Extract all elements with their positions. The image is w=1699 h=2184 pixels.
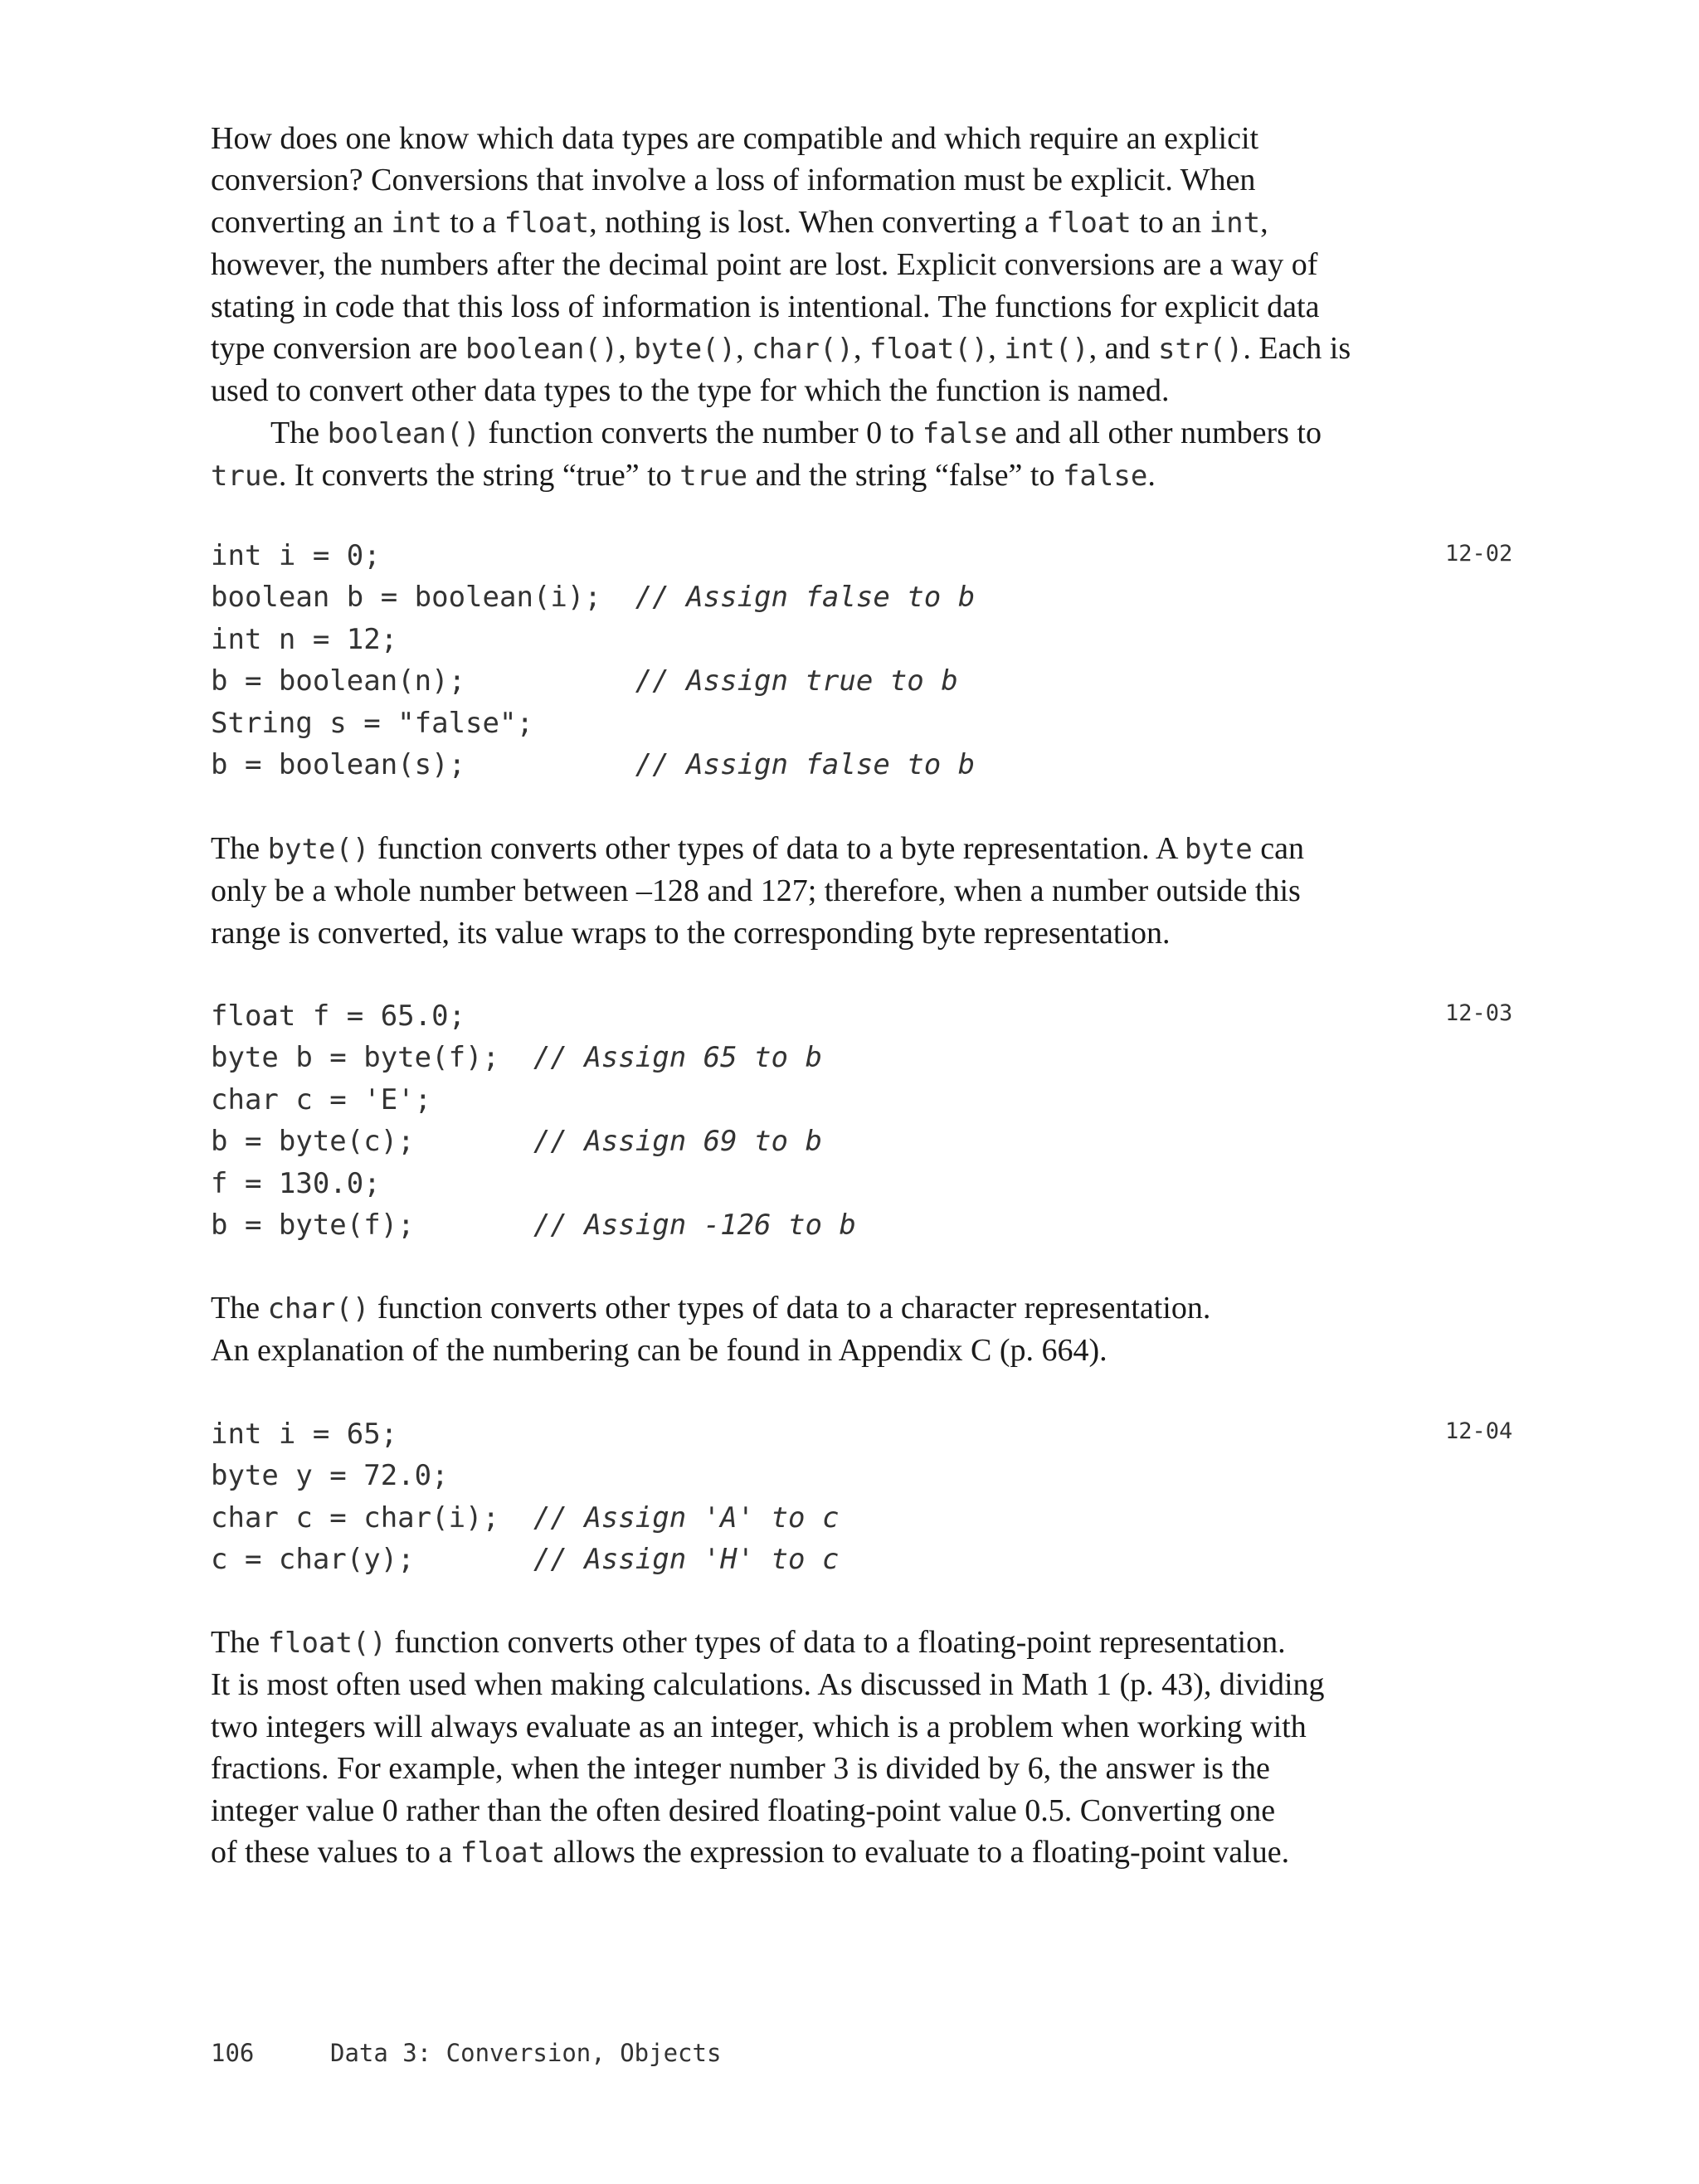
text-line: however, the numbers after the decimal point are lost. Explicit conversions are a way of <box>211 247 1318 283</box>
example-number: 12-02 <box>1445 541 1513 567</box>
code-comment: // Assign false to b <box>635 747 976 781</box>
code-line: int i = 65; <box>211 1418 398 1451</box>
text-line: range is converted, its value wraps to the corresponding byte representation. <box>211 915 1171 951</box>
inline-code: true <box>211 460 279 494</box>
example-number: 12-03 <box>1445 1000 1513 1026</box>
inline-code: float() <box>869 333 989 367</box>
inline-code: byte() <box>267 833 370 866</box>
inline-code: int <box>391 206 442 240</box>
code-comment: // Assign -126 to b <box>533 1208 856 1242</box>
code-comment: // Assign 69 to b <box>533 1125 822 1159</box>
inline-code: int <box>1209 206 1261 240</box>
inline-code: byte() <box>634 333 737 367</box>
code-line: char c = 'E'; <box>211 1082 432 1116</box>
text-line: fractions. For example, when the integer number 3 is divided by 6, the answer is the <box>211 1751 1270 1787</box>
code-example-12-03 <box>211 995 856 1246</box>
byte-paragraph <box>211 828 1422 954</box>
code-line: byte b = byte(f); // Assign 65 to b <box>211 1041 822 1075</box>
text-line: used to convert other data types to the type for which the function is named. <box>211 373 1170 409</box>
code-line: b = byte(c); // Assign 69 to b <box>211 1125 822 1159</box>
inline-code: float <box>1046 206 1132 240</box>
char-paragraph <box>211 1287 1422 1372</box>
inline-code: float() <box>267 1627 387 1660</box>
code-line: float f = 65.0; <box>211 1000 466 1033</box>
inline-code: boolean() <box>327 416 480 450</box>
code-example-12-02 <box>211 535 975 786</box>
text-line: two integers will always evaluate as an integer, which is a problem when working with <box>211 1709 1307 1744</box>
intro-paragraphs <box>211 118 1422 498</box>
text-line: An explanation of the numbering can be found in Appendix C (p. 664). <box>211 1333 1108 1369</box>
float-paragraph <box>211 1622 1422 1874</box>
inline-code: str() <box>1157 333 1244 367</box>
code-line: b = boolean(n); // Assign true to b <box>211 664 958 698</box>
inline-code: char() <box>752 333 854 367</box>
code-line: b = boolean(s); // Assign false to b <box>211 747 976 781</box>
text-line: The boolean() function converts the number 0 to false and all other numbers to <box>270 415 1322 450</box>
code-comment: // Assign false to b <box>635 581 976 615</box>
inline-code: char() <box>267 1292 370 1325</box>
code-comment: // Assign 'A' to c <box>533 1501 840 1535</box>
text-line: conversion? Conversions that involve a loss of information must be explicit. When <box>211 163 1256 198</box>
code-line: char c = char(i); // Assign 'A' to c <box>211 1501 840 1535</box>
text-line: converting an int to a float, nothing is lost. When converting a float to an int, <box>211 204 1268 240</box>
code-line: c = char(y); // Assign 'H' to c <box>211 1543 840 1577</box>
code-comment: // Assign true to b <box>635 664 958 698</box>
inline-code: true <box>679 460 748 494</box>
example-number: 12-04 <box>1445 1418 1513 1444</box>
text-line: How does one know which data types are compatible and which require an explicit <box>211 121 1259 156</box>
inline-code: false <box>1062 460 1148 494</box>
chapter-title: Data 3: Conversion, Objects <box>330 2039 722 2067</box>
text-line: only be a whole number between –128 and 127; therefore, when a number outside this <box>211 873 1301 909</box>
text-line: type conversion are boolean(), byte(), char(), float(), int(), and str(). Each is <box>211 331 1351 367</box>
inline-code: boolean() <box>465 333 619 367</box>
inline-code: byte <box>1184 833 1253 866</box>
code-line: int n = 12; <box>211 622 398 656</box>
code-line: b = byte(f); // Assign -126 to b <box>211 1208 856 1242</box>
inline-code: float <box>460 1836 546 1870</box>
code-example-12-04 <box>211 1413 839 1581</box>
text-line: The float() function converts other types of data to a floating-point representation. <box>211 1625 1286 1660</box>
code-comment: // Assign 'H' to c <box>533 1543 840 1577</box>
code-line: int i = 0; <box>211 539 381 572</box>
text-line: It is most often used when making calculations. As discussed in Math 1 (p. 43), dividing <box>211 1667 1325 1703</box>
text-line: integer value 0 rather than the often desired floating-point value 0.5. Converting one <box>211 1792 1276 1828</box>
text-line: of these values to a float allows the expression to evaluate to a floating-point value. <box>211 1835 1290 1870</box>
inline-code: false <box>922 416 1008 450</box>
page-number: 106 <box>211 2039 255 2067</box>
inline-code: float <box>504 206 590 240</box>
inline-code: int() <box>1004 333 1089 367</box>
code-line: f = 130.0; <box>211 1166 381 1200</box>
text-line: true. It converts the string “true” to true and the string “false” to false. <box>211 458 1156 494</box>
code-line: String s = "false"; <box>211 706 533 740</box>
code-line: boolean b = boolean(i); // Assign false to b <box>211 581 976 615</box>
text-line: The byte() function converts other types of data to a byte representation. A byte can <box>211 831 1304 866</box>
text-line: The char() function converts other types of data to a character representation. <box>211 1291 1211 1325</box>
code-line: byte y = 72.0; <box>211 1459 449 1493</box>
text-line: stating in code that this loss of information is intentional. The functions for explicit data <box>211 289 1320 324</box>
code-comment: // Assign 65 to b <box>533 1041 822 1075</box>
